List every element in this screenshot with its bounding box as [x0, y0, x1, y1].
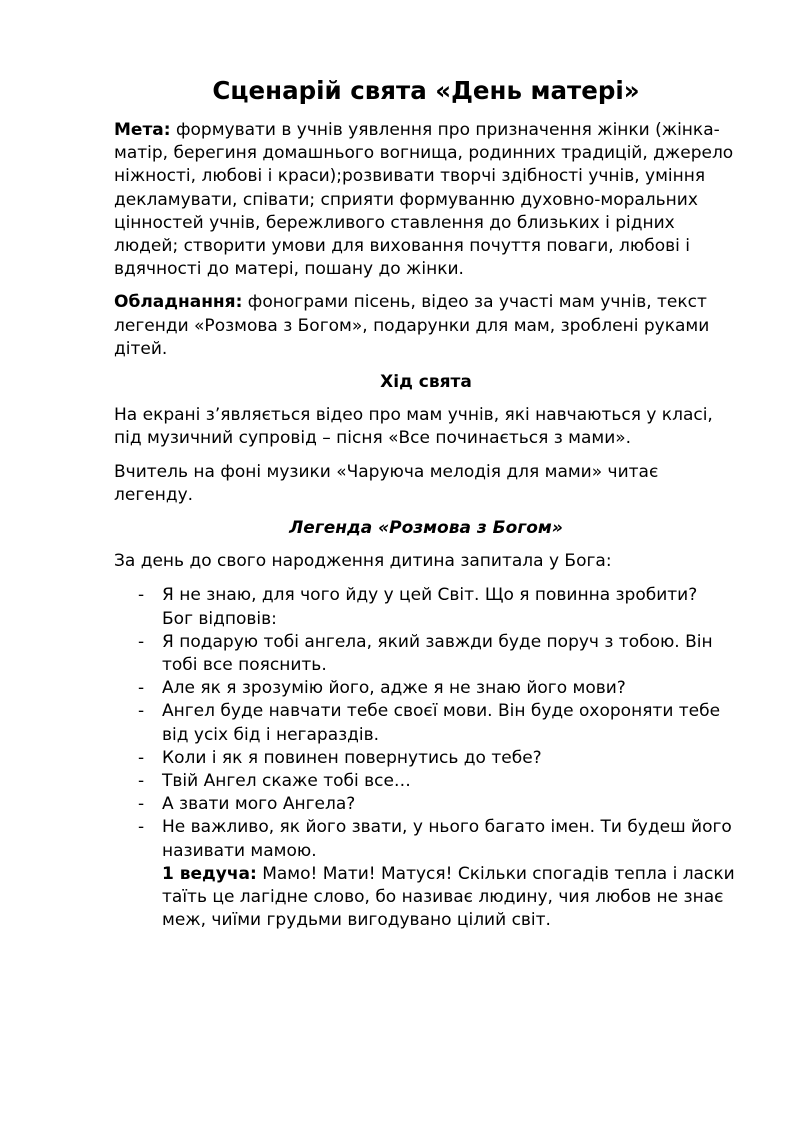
dash-marker: - — [138, 678, 145, 699]
dialogue-text: Ангел буде навчати тебе своєї мови. Він буде охороняти тебе від усіх бід і негараздів. — [162, 701, 721, 745]
equipment-label: Обладнання: — [114, 292, 243, 313]
host-text: Мамо! Мати! Матуся! Скільки спогадів тепла і ласки таїть це лагідне слово, бо називає людину, чия любов не знає меж, чиїми грудьми вигодувано цілий світ. — [162, 863, 735, 931]
dialogue-text: А звати мого Ангела? — [162, 794, 356, 815]
dialogue-text: Я подарую тобі ангела, який завжди буде поруч з тобою. Він тобі все пояснить. — [162, 631, 713, 676]
dash-marker: - — [138, 817, 145, 838]
dialogue-line — [114, 677, 738, 700]
document-title: Сценарій свята «День матері» — [212, 76, 640, 105]
dash-marker: - — [138, 585, 145, 606]
dialogue-text: Твій Ангел скаже тобі все… — [162, 771, 411, 792]
dialogue-line — [114, 631, 738, 677]
dash-marker: - — [138, 631, 145, 652]
dialogue-line — [114, 793, 738, 816]
dash-marker: - — [138, 771, 145, 792]
dialogue-text: Але як я зрозумію його, адже я не знаю його мови? — [162, 678, 626, 699]
dash-marker: - — [138, 794, 145, 815]
dialogue-list — [114, 584, 738, 932]
dialogue-line — [114, 747, 738, 770]
equipment-paragraph — [114, 291, 738, 361]
dialogue-text: Коли і як я повинен повернутись до тебе? — [162, 747, 542, 768]
dialogue-line — [114, 584, 738, 607]
dialogue-line — [114, 700, 738, 746]
host-label: 1 ведуча: — [162, 863, 257, 884]
teacher-paragraph: Вчитель на фоні музики «Чаруюча мелодія для мами» читає легенду. — [114, 461, 659, 505]
dialogue-text: Я не знаю, для чого йду у цей Світ. Що я повинна зробити? — [162, 585, 698, 606]
dialogue-line — [114, 770, 738, 793]
section-heading: Хід свята — [380, 372, 472, 393]
legend-title: Легенда «Розмова з Богом» — [289, 518, 563, 539]
intro-paragraph: На екрані з’являється відео про мам учнів, які навчаються у класі, під музичний супровід – пісня «Все починається з мами». — [114, 405, 713, 449]
narration-line: Бог відповів: — [162, 608, 277, 629]
goal-label: Мета: — [114, 120, 171, 140]
goal-paragraph — [114, 119, 738, 281]
dash-marker: - — [138, 701, 145, 722]
host-line — [114, 863, 738, 933]
dialogue-line — [114, 816, 738, 862]
equipment-text: фонограми пісень, відео за участі мам учнів, текст легенди «Розмова з Богом», подарунки для мам, зроблені руками дітей. — [114, 292, 710, 359]
dash-marker: - — [138, 747, 145, 768]
goal-text: формувати в учнів уявлення про призначення жінки (жінка-матір, берегиня домашнього вогнища, родинних традицій, джерело ніжності, любові і краси);розвивати творчі здібності учнів, уміння декламувати, співати; сприяти формуванню духовно-моральних цінностей учнів, бережливого ставлення до близьких і рідних людей; створити умови для виховання почуття поваги, любові і вдячності до матері, пошану до жінки. — [114, 120, 734, 280]
dialogue-text: Не важливо, як його звати, у нього багато імен. Ти будеш його називати мамою. — [162, 817, 732, 861]
legend-intro: За день до свого народження дитина запитала у Бога: — [114, 551, 612, 572]
